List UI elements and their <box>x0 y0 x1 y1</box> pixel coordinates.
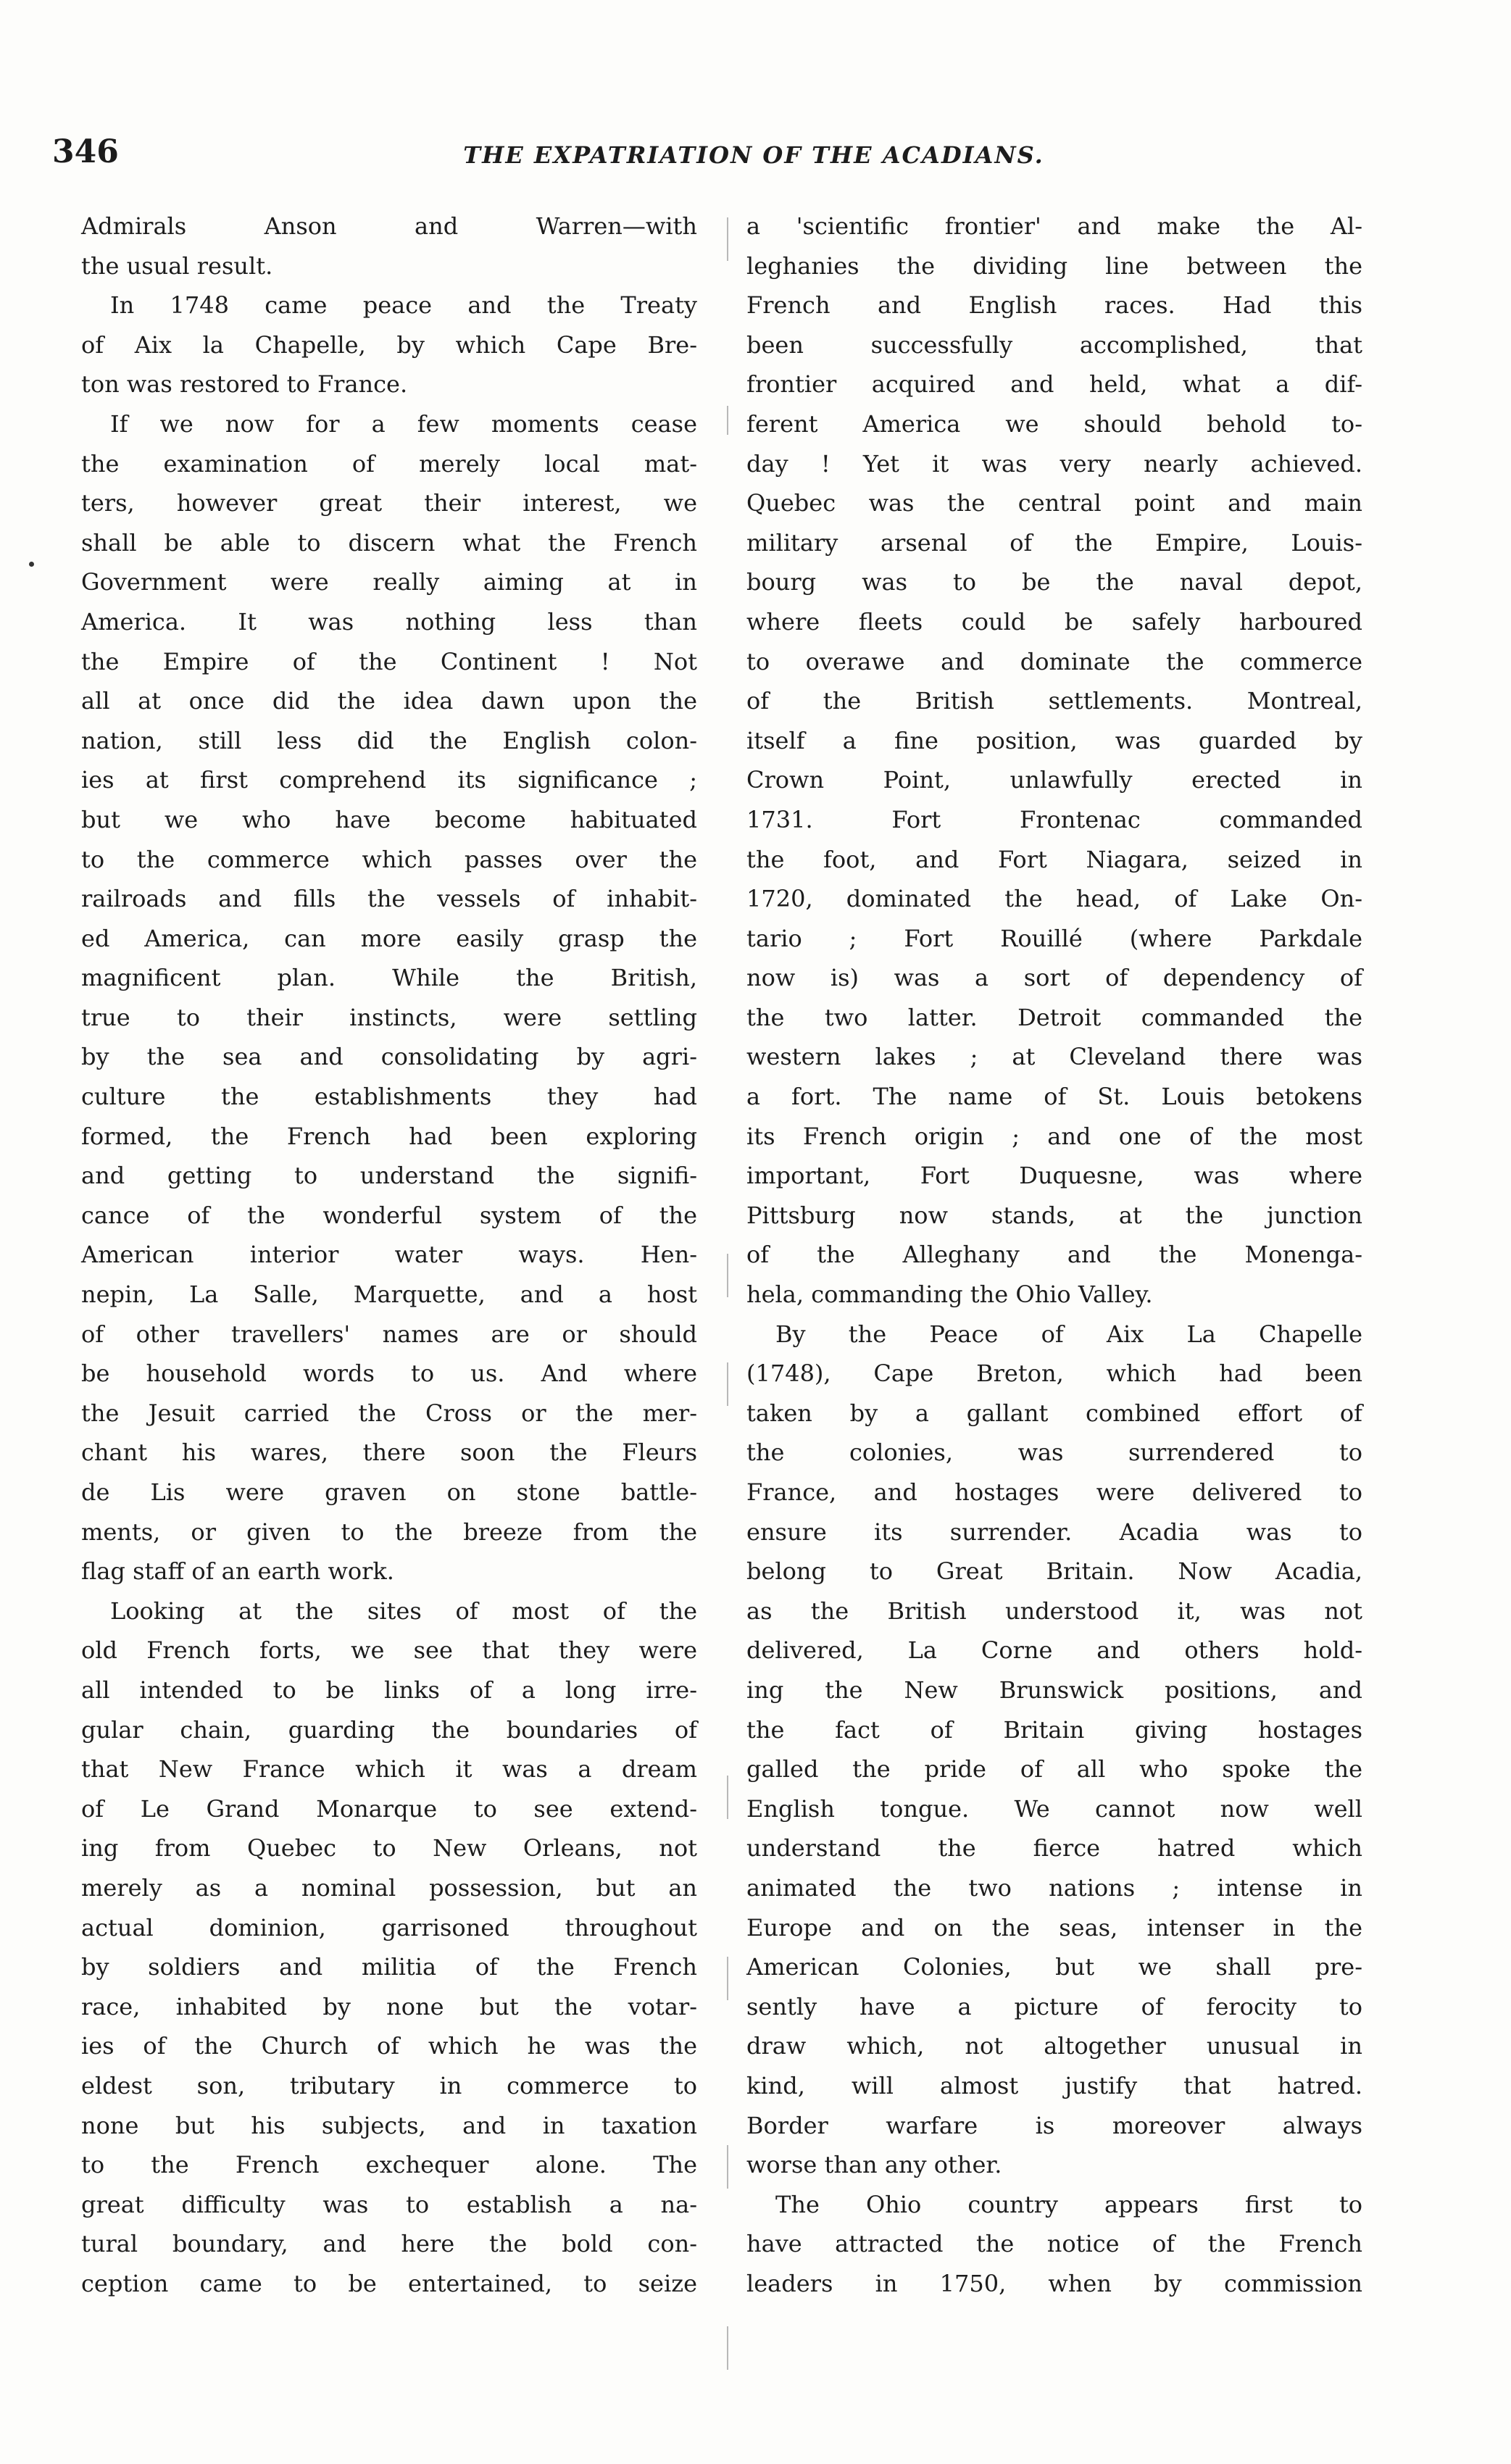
text-line: as the British understood it, was not <box>746 1597 1362 1625</box>
text-line: ensure its surrender. Acadia was to <box>746 1518 1362 1546</box>
text-line: the Jesuit carried the Cross or the mer- <box>81 1399 697 1427</box>
text-line: Admirals Anson and Warren—with <box>81 212 697 240</box>
text-line: belong to Great Britain. Now Acadia, <box>746 1557 1362 1586</box>
text-line: by the sea and consolidating by agri- <box>81 1043 697 1071</box>
text-line: the foot, and Fort Niagara, seized in <box>746 845 1362 873</box>
text-line: Crown Point, unlawfully erected in <box>746 766 1362 794</box>
text-line: Government were really aiming at in <box>81 568 697 596</box>
gutter-mark <box>727 1776 728 1819</box>
gutter-mark <box>727 1362 728 1406</box>
text-line: ters, however great their interest, we <box>81 489 697 517</box>
text-line: of Aix la Chapelle, by which Cape Bre- <box>81 330 697 359</box>
text-line: French and English races. Had this <box>746 291 1362 320</box>
text-line: tural boundary, and here the bold con- <box>81 2230 697 2258</box>
text-line: America. It was nothing less than <box>81 607 697 636</box>
text-line: ton was restored to France. <box>81 370 408 399</box>
text-line: of other travellers' names are or should <box>81 1320 697 1348</box>
text-line: important, Fort Duquesne, was where <box>746 1162 1362 1190</box>
text-line: now is) was a sort of dependency of <box>746 964 1362 992</box>
gutter-mark <box>727 1957 728 2000</box>
text-line: sently have a picture of ferocity to <box>746 1992 1362 2020</box>
text-line: culture the establishments they had <box>81 1083 697 1111</box>
left-column <box>81 207 697 2303</box>
text-line: ception came to be entertained, to seize <box>81 2269 697 2297</box>
margin-speck <box>29 562 34 567</box>
text-line: all intended to be links of a long irre- <box>81 1676 697 1704</box>
text-line: ments, or given to the breeze from the <box>81 1518 697 1546</box>
text-line: to overawe and dominate the commerce <box>746 647 1362 675</box>
text-line: formed, the French had been exploring <box>81 1122 697 1150</box>
text-line: day ! Yet it was very nearly achieved. <box>746 449 1362 478</box>
gutter-mark <box>727 2145 728 2189</box>
text-line: its French origin ; and one of the most <box>746 1122 1362 1150</box>
text-line: gular chain, guarding the boundaries of <box>81 1715 697 1744</box>
text-line: the examination of merely local mat- <box>81 449 697 478</box>
text-line: Looking at the sites of most of the <box>110 1597 697 1625</box>
right-column <box>746 207 1362 2303</box>
text-line: American interior water ways. Hen- <box>81 1241 697 1269</box>
text-line: ed America, can more easily grasp the <box>81 924 697 952</box>
gutter-mark <box>727 2326 728 2370</box>
text-line: be household words to us. And where <box>81 1360 697 1388</box>
text-line: been successfully accomplished, that <box>746 330 1362 359</box>
text-line: that New France which it was a dream <box>81 1755 697 1784</box>
text-line: the usual result. <box>81 251 273 280</box>
text-line: the Empire of the Continent ! Not <box>81 647 697 675</box>
text-line: American Colonies, but we shall pre- <box>746 1953 1362 1981</box>
text-line: (1748), Cape Breton, which had been <box>746 1360 1362 1388</box>
text-line: merely as a nominal possession, but an <box>81 1873 697 1902</box>
text-line: By the Peace of Aix La Chapelle <box>775 1320 1362 1348</box>
text-line: have attracted the notice of the French <box>746 2230 1362 2258</box>
text-line: military arsenal of the Empire, Louis- <box>746 528 1362 557</box>
text-line: 1720, dominated the head, of Lake On- <box>746 885 1362 913</box>
text-line: ferent America we should behold to- <box>746 409 1362 438</box>
text-line: delivered, La Corne and others hold- <box>746 1636 1362 1665</box>
text-line: but we who have become habituated <box>81 805 697 833</box>
text-line: the fact of Britain giving hostages <box>746 1715 1362 1744</box>
text-line: and getting to understand the signifi- <box>81 1162 697 1190</box>
text-line: Border warfare is moreover always <box>746 2111 1362 2139</box>
text-line: taken by a gallant combined effort of <box>746 1399 1362 1427</box>
page-number: 346 <box>52 133 119 170</box>
text-line: In 1748 came peace and the Treaty <box>110 291 697 320</box>
text-line: cance of the wonderful system of the <box>81 1201 697 1229</box>
text-line: Quebec was the central point and main <box>746 489 1362 517</box>
text-line: actual dominion, garrisoned throughout <box>81 1913 697 1941</box>
text-line: tario ; Fort Rouillé (where Parkdale <box>746 924 1362 952</box>
text-line: magnificent plan. While the British, <box>81 964 697 992</box>
text-line: of the British settlements. Montreal, <box>746 687 1362 715</box>
text-line: of Le Grand Monarque to see extend- <box>81 1794 697 1823</box>
text-line: hela, commanding the Ohio Valley. <box>746 1281 1153 1309</box>
text-line: frontier acquired and held, what a dif- <box>746 370 1362 399</box>
text-line: all at once did the idea dawn upon the <box>81 687 697 715</box>
text-line: flag staff of an earth work. <box>81 1557 394 1586</box>
text-line: ies of the Church of which he was the <box>81 2032 697 2060</box>
text-line: de Lis were graven on stone battle- <box>81 1478 697 1506</box>
text-line: of the Alleghany and the Monenga- <box>746 1241 1362 1269</box>
text-line: chant his wares, there soon the Fleurs <box>81 1439 697 1467</box>
gutter-mark <box>727 406 728 435</box>
text-line: ing from Quebec to New Orleans, not <box>81 1834 697 1862</box>
text-line: to the commerce which passes over the <box>81 845 697 873</box>
text-line: railroads and fills the vessels of inhabit- <box>81 885 697 913</box>
text-line: understand the fierce hatred which <box>746 1834 1362 1862</box>
text-line: the colonies, was surrendered to <box>746 1439 1362 1467</box>
text-line: Pittsburg now stands, at the junction <box>746 1201 1362 1229</box>
text-line: nepin, La Salle, Marquette, and a host <box>81 1281 697 1309</box>
text-line: If we now for a few moments cease <box>110 409 697 438</box>
text-line: old French forts, we see that they were <box>81 1636 697 1665</box>
text-line: English tongue. We cannot now well <box>746 1794 1362 1823</box>
text-line: a 'scientific frontier' and make the Al- <box>746 212 1362 240</box>
text-line: western lakes ; at Cleveland there was <box>746 1043 1362 1071</box>
text-line: galled the pride of all who spoke the <box>746 1755 1362 1784</box>
text-line: race, inhabited by none but the votar- <box>81 1992 697 2020</box>
text-line: great difficulty was to establish a na- <box>81 2190 697 2218</box>
text-line: animated the two nations ; intense in <box>746 1873 1362 1902</box>
text-line: none but his subjects, and in taxation <box>81 2111 697 2139</box>
text-line: where fleets could be safely harboured <box>746 607 1362 636</box>
text-line: shall be able to discern what the French <box>81 528 697 557</box>
text-line: the two latter. Detroit commanded the <box>746 1003 1362 1031</box>
text-line: The Ohio country appears first to <box>775 2190 1362 2218</box>
text-line: leaders in 1750, when by commission <box>746 2269 1362 2297</box>
text-line: by soldiers and militia of the French <box>81 1953 697 1981</box>
gutter-mark <box>727 217 728 261</box>
text-line: leghanies the dividing line between the <box>746 251 1362 280</box>
text-line: a fort. The name of St. Louis betokens <box>746 1083 1362 1111</box>
text-line: ing the New Brunswick positions, and <box>746 1676 1362 1704</box>
text-line: Europe and on the seas, intenser in the <box>746 1913 1362 1941</box>
text-line: France, and hostages were delivered to <box>746 1478 1362 1506</box>
text-line: draw which, not altogether unusual in <box>746 2032 1362 2060</box>
text-line: 1731. Fort Frontenac commanded <box>746 805 1362 833</box>
gutter-mark <box>727 1254 728 1297</box>
text-line: to the French exchequer alone. The <box>81 2151 697 2179</box>
text-line: itself a fine position, was guarded by <box>746 726 1362 754</box>
text-line: eldest son, tributary in commerce to <box>81 2071 697 2099</box>
text-line: kind, will almost justify that hatred. <box>746 2071 1362 2099</box>
text-line: true to their instincts, were settling <box>81 1003 697 1031</box>
text-line: worse than any other. <box>746 2151 1002 2179</box>
text-line: ies at first comprehend its significance ; <box>81 766 697 794</box>
text-line: bourg was to be the naval depot, <box>746 568 1362 596</box>
running-title: THE EXPATRIATION OF THE ACADIANS. <box>463 141 1044 169</box>
text-line: nation, still less did the English colon- <box>81 726 697 754</box>
